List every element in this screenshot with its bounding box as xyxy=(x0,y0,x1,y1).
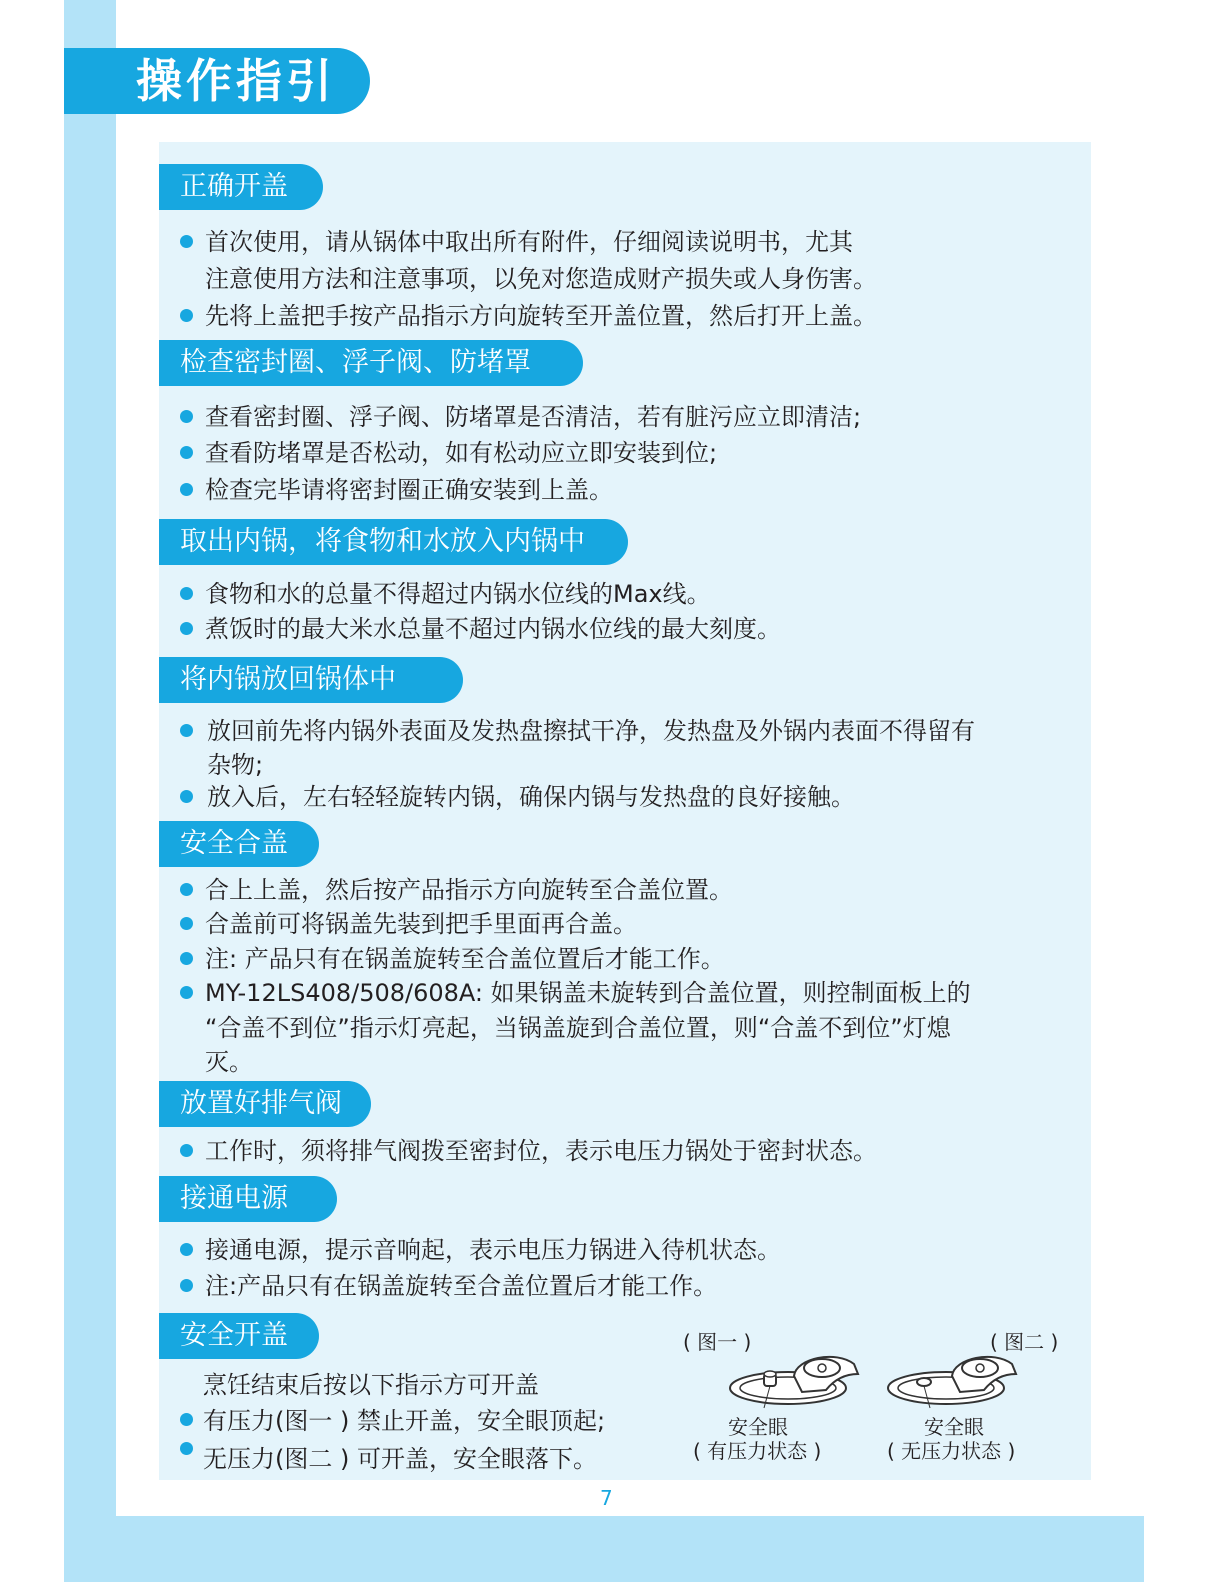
list-item: 查看防堵罩是否松动，如有松动应立即安装到位; xyxy=(205,439,718,467)
bullet xyxy=(180,952,193,965)
list-item: 注: 产品只有在锅盖旋转至合盖位置后才能工作。 xyxy=(205,945,725,973)
bullet xyxy=(180,883,193,896)
list-item: 有压力(图一 ) 禁止开盖，安全眼顶起; xyxy=(203,1407,606,1435)
figure-2-label: 安全眼 xyxy=(924,1415,984,1439)
figure-1-caption: ( 图一 ) xyxy=(683,1330,752,1354)
section-title-safe-open: 安全开盖 xyxy=(159,1313,319,1359)
section-title-close-lid: 安全合盖 xyxy=(159,821,319,867)
bullet xyxy=(180,1243,193,1256)
list-item: “合盖不到位”指示灯亮起，当锅盖旋到合盖位置，则“合盖不到位”灯熄 xyxy=(205,1014,951,1042)
figure-1-state: ( 有压力状态 ) xyxy=(693,1439,822,1463)
list-item: 食物和水的总量不得超过内锅水位线的Max线。 xyxy=(205,580,711,608)
bullet xyxy=(180,917,193,930)
section-title-check-seal: 检查密封圈、浮子阀、防堵罩 xyxy=(159,340,583,386)
list-item: 查看密封圈、浮子阀、防堵罩是否清洁，若有脏污应立即清洁; xyxy=(205,403,862,431)
bullet xyxy=(180,587,193,600)
figure-2-caption: ( 图二 ) xyxy=(990,1330,1059,1354)
bullet xyxy=(180,790,193,803)
figure-1-label: 安全眼 xyxy=(728,1415,788,1439)
list-item: 合上上盖，然后按产品指示方向旋转至合盖位置。 xyxy=(205,876,733,904)
section-title-return-pot: 将内锅放回锅体中 xyxy=(159,657,463,703)
side-strip xyxy=(64,0,116,1582)
section-title-inner-pot: 取出内锅，将食物和水放入内锅中 xyxy=(159,519,628,565)
list-item: 灭。 xyxy=(205,1048,253,1076)
page-number: 7 xyxy=(600,1486,613,1510)
list-item: 先将上盖把手按产品指示方向旋转至开盖位置，然后打开上盖。 xyxy=(205,302,877,330)
list-item: 注:产品只有在锅盖旋转至合盖位置后才能工作。 xyxy=(205,1272,718,1300)
bullet xyxy=(180,446,193,459)
bullet xyxy=(180,309,193,322)
list-item: 放入后，左右轻轻旋转内锅，确保内锅与发热盘的良好接触。 xyxy=(207,783,855,811)
section-title-open-lid: 正确开盖 xyxy=(159,164,323,210)
list-item: 放回前先将内锅外表面及发热盘擦拭干净，发热盘及外锅内表面不得留有 xyxy=(207,717,975,745)
bullet xyxy=(180,1279,193,1292)
list-item: 烹饪结束后按以下指示方可开盖 xyxy=(203,1371,539,1399)
list-item: 首次使用，请从锅体中取出所有附件，仔细阅读说明书，尤其 xyxy=(205,228,853,256)
list-item: 合盖前可将锅盖先装到把手里面再合盖。 xyxy=(205,910,637,938)
figure-2-state: ( 无压力状态 ) xyxy=(887,1439,1016,1463)
lid-handle-pressure-icon xyxy=(726,1346,866,1416)
list-item: 检查完毕请将密封圈正确安装到上盖。 xyxy=(205,476,613,504)
list-item: 煮饭时的最大米水总量不超过内锅水位线的最大刻度。 xyxy=(205,615,781,643)
bullet xyxy=(180,410,193,423)
bottom-strip xyxy=(64,1516,1144,1582)
bullet xyxy=(180,1413,193,1426)
bullet xyxy=(180,724,193,737)
list-item: MY-12LS408/508/608A: 如果锅盖未旋转到合盖位置，则控制面板上的 xyxy=(205,979,971,1007)
bullet xyxy=(180,1144,193,1157)
bullet xyxy=(180,483,193,496)
section-title-valve: 放置好排气阀 xyxy=(159,1081,371,1127)
page-title: 操作指引 xyxy=(136,54,336,108)
bullet xyxy=(180,235,193,248)
bullet xyxy=(180,1442,193,1455)
list-item: 注意使用方法和注意事项，以免对您造成财产损失或人身伤害。 xyxy=(205,265,877,293)
page-title-tab xyxy=(64,48,370,114)
list-item: 接通电源，提示音响起，表示电压力锅进入待机状态。 xyxy=(205,1236,781,1264)
lid-handle-no-pressure-icon xyxy=(884,1346,1024,1416)
list-item: 无压力(图二 ) 可开盖，安全眼落下。 xyxy=(203,1445,597,1473)
section-title-power: 接通电源 xyxy=(159,1176,337,1222)
list-item: 工作时，须将排气阀拨至密封位，表示电压力锅处于密封状态。 xyxy=(205,1137,877,1165)
bullet xyxy=(180,986,193,999)
bullet xyxy=(180,622,193,635)
list-item: 杂物; xyxy=(207,751,264,779)
